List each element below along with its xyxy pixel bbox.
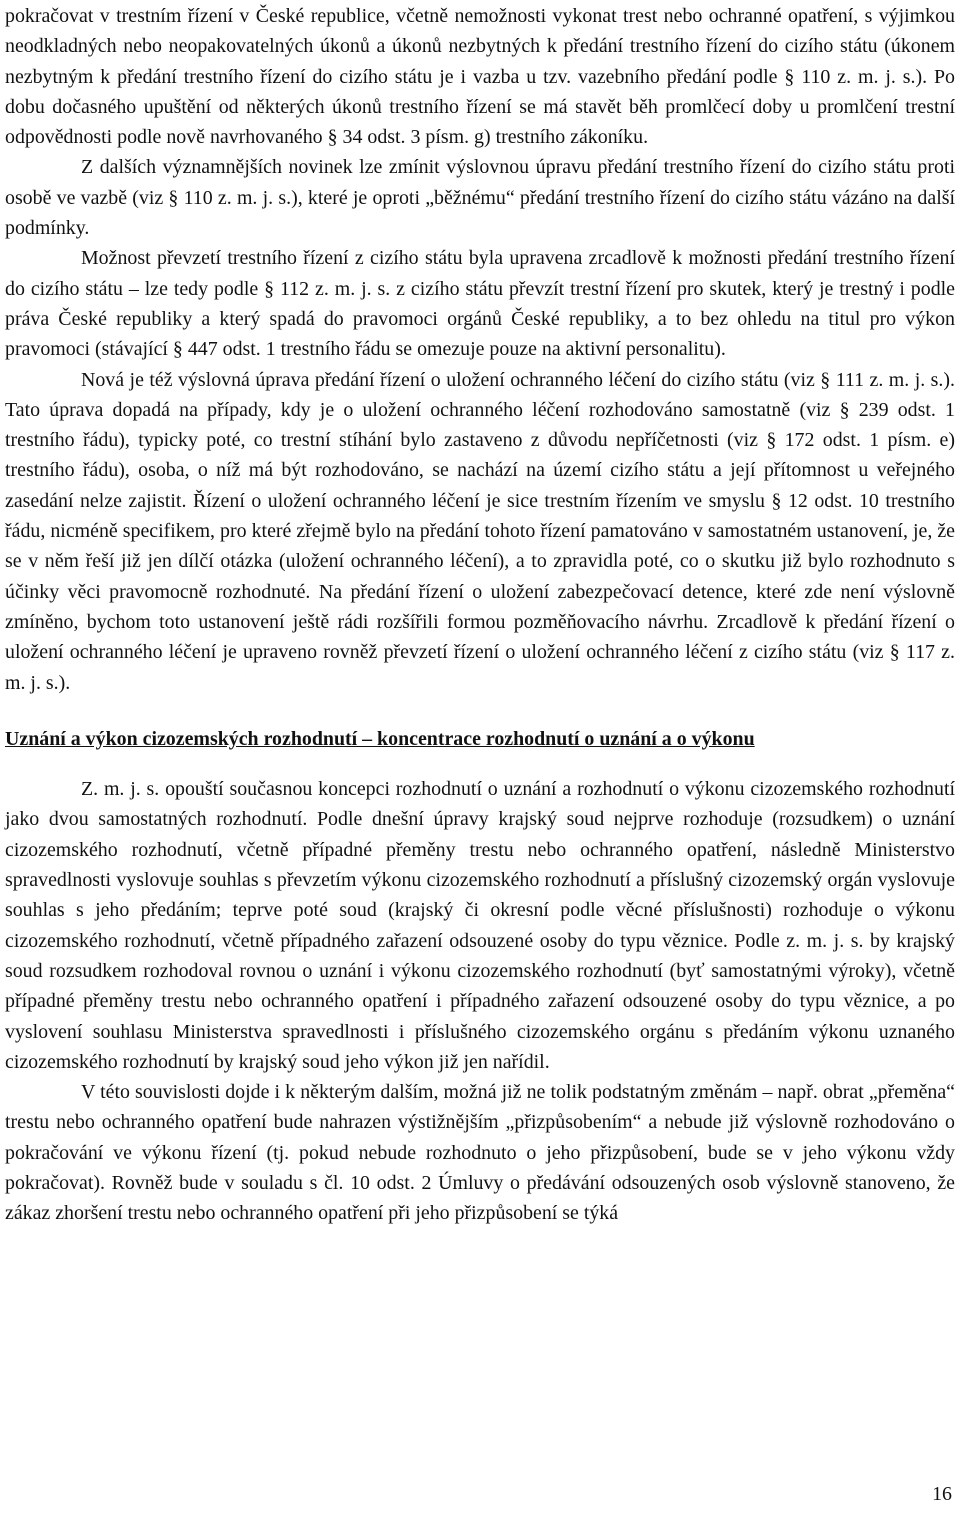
section-heading: Uznání a výkon cizozemských rozhodnutí – koncentrace rozhodnutí o uznání a o výkonu (5, 727, 755, 750)
paragraph-recognition-concept: Z. m. j. s. opouští současnou koncepci rozhodnutí o uznání a rozhodnutí o výkonu cizozemského rozhodnutí jako dvou samostatných rozhodnutí. Podle dnešní úpravy krajský soud nejprve rozhoduje (rozsudkem) o uznání cizozemského rozhodnutí, včetně případné přeměny trestu nebo ochranného opatření, následně Ministerstvo spravedlnosti vyslovuje souhlas s převzetím výkonu cizozemského rozhodnutí a příslušný cizozemský orgán vyslovuje souhlas s jeho předáním; teprve poté soud (krajský či okresní podle věcné příslušnosti) rozhoduje o výkonu cizozemského rozhodnutí, včetně případného zařazení odsouzené osoby do typu věznice. Podle z. m. j. s. by krajský soud rozsudkem rozhodoval rovnou o uznání i výkonu cizozemského rozhodnutí (byť samostatnými výroky), včetně případné přeměny trestu nebo ochranného opatření i případného zařazení odsouzené osoby do typu věznice, a po vyslovení souhlasu Ministerstva spravedlnosti i příslušného cizozemského orgánu s předáním výkonu uznaného cizozemského rozhodnutí by krajský soud jeho výkon již jen nařídil. (5, 778, 955, 1073)
paragraph-transfer-custody: Z dalších významnějších novinek lze zmínit výslovnou úpravu předání trestního řízení do cizího státu proti osobě ve vazbě (viz § 110 z. m. j. s.), které je oproti „běžnému“ předání trestního řízení do cizího státu vázáno na další podmínky. (5, 156, 955, 240)
paragraph-takeover-proceedings: Možnost převzetí trestního řízení z cizího státu byla upravena zrcadlově k možnosti předání trestního řízení do cizího státu – lze tedy podle § 112 z. m. j. s. z cizího státu převzít trestní řízení pro skutek, který je trestný i podle práva České republiky a který spadá do pravomoci orgánů České republiky, a to bez ohledu na titul pro výkon pravomoci (stávající § 447 odst. 1 trestního řádu se omezuje pouze na aktivní personalitu). (5, 247, 955, 361)
paragraph-continuation: pokračovat v trestním řízení v České republice, včetně nemožnosti vykonat trest nebo ochranné opatření, s výjimkou neodkladných nebo neopakovatelných úkonů a úkonů nezbytných k předání trestního řízení do cizího státu (úkonem nezbytným k předání trestního řízení do cizího státu je i vazba u tzv. vazebního předání podle § 110 z. m. j. s.). Po dobu dočasného upuštění od některých úkonů trestního řízení se má stavět běh promlčecí doby u promlčení trestní odpovědnosti podle nově navrhovaného § 34 odst. 3 písm. g) trestního zákoníku. (5, 5, 955, 149)
paragraph-protective-treatment: Nová je též výslovná úprava předání řízení o uložení ochranného léčení do cizího státu (viz § 111 z. m. j. s.). Tato úprava dopadá na případy, kdy je o uložení ochranného léčení rozhodováno samostatně (viz § 239 odst. 1 trestního řádu), typicky poté, co trestní stíhání bylo zastaveno z důvodu nepříčetnosti (viz § 172 odst. 1 písm. e) trestního řádu), osoba, o níž má být rozhodováno, se nachází na území cizího státu a její přítomnost u veřejného zasedání nelze zajistit. Řízení o uložení ochranného léčení je sice trestním řízením ve smyslu § 12 odst. 10 trestního řádu, nicméně specifikem, pro které zřejmě bylo na předání tohoto řízení pamatováno v samostatném ustanovení, je, že se v něm řeší již jen dílčí otázka (uložení ochranného léčení), a to zpravidla poté, co o skutku již bylo rozhodnuto s účinky věci pravomocně rozhodnuté. Na předání řízení o uložení zabezpečovací detence, které zde není výslovně zmíněno, bychom toto ustanovení ještě rádi rozšířili formou pozměňovacího návrhu. Zrcadlově k předání řízení o uložení ochranného léčení je upraveno rovněž převzetí řízení o uložení ochranného léčení z cizího státu (viz § 117 z. m. j. s.). (5, 368, 955, 694)
document-page (5, 1, 955, 1229)
page-number: 16 (932, 1483, 952, 1505)
paragraph-related-changes: V této souvislosti dojde i k některým dalším, možná již ne tolik podstatným změnám – např. obrat „přeměna“ trestu nebo ochranného opatření bude nahrazen výstižnějším „přizpůsobením“ a nebude již výslovně rozhodováno o pokračování ve výkonu řízení (tj. pokud nebude rozhodnuto o jeho přizpůsobení, bude se v jeho výkonu vždy pokračovat). Rovněž bude v souladu s čl. 10 odst. 2 Úmluvy o předávání odsouzených osob výslovně stanoveno, že zákaz zhoršení trestu nebo ochranného opatření při jeho přizpůsobení se týká (5, 1081, 955, 1225)
